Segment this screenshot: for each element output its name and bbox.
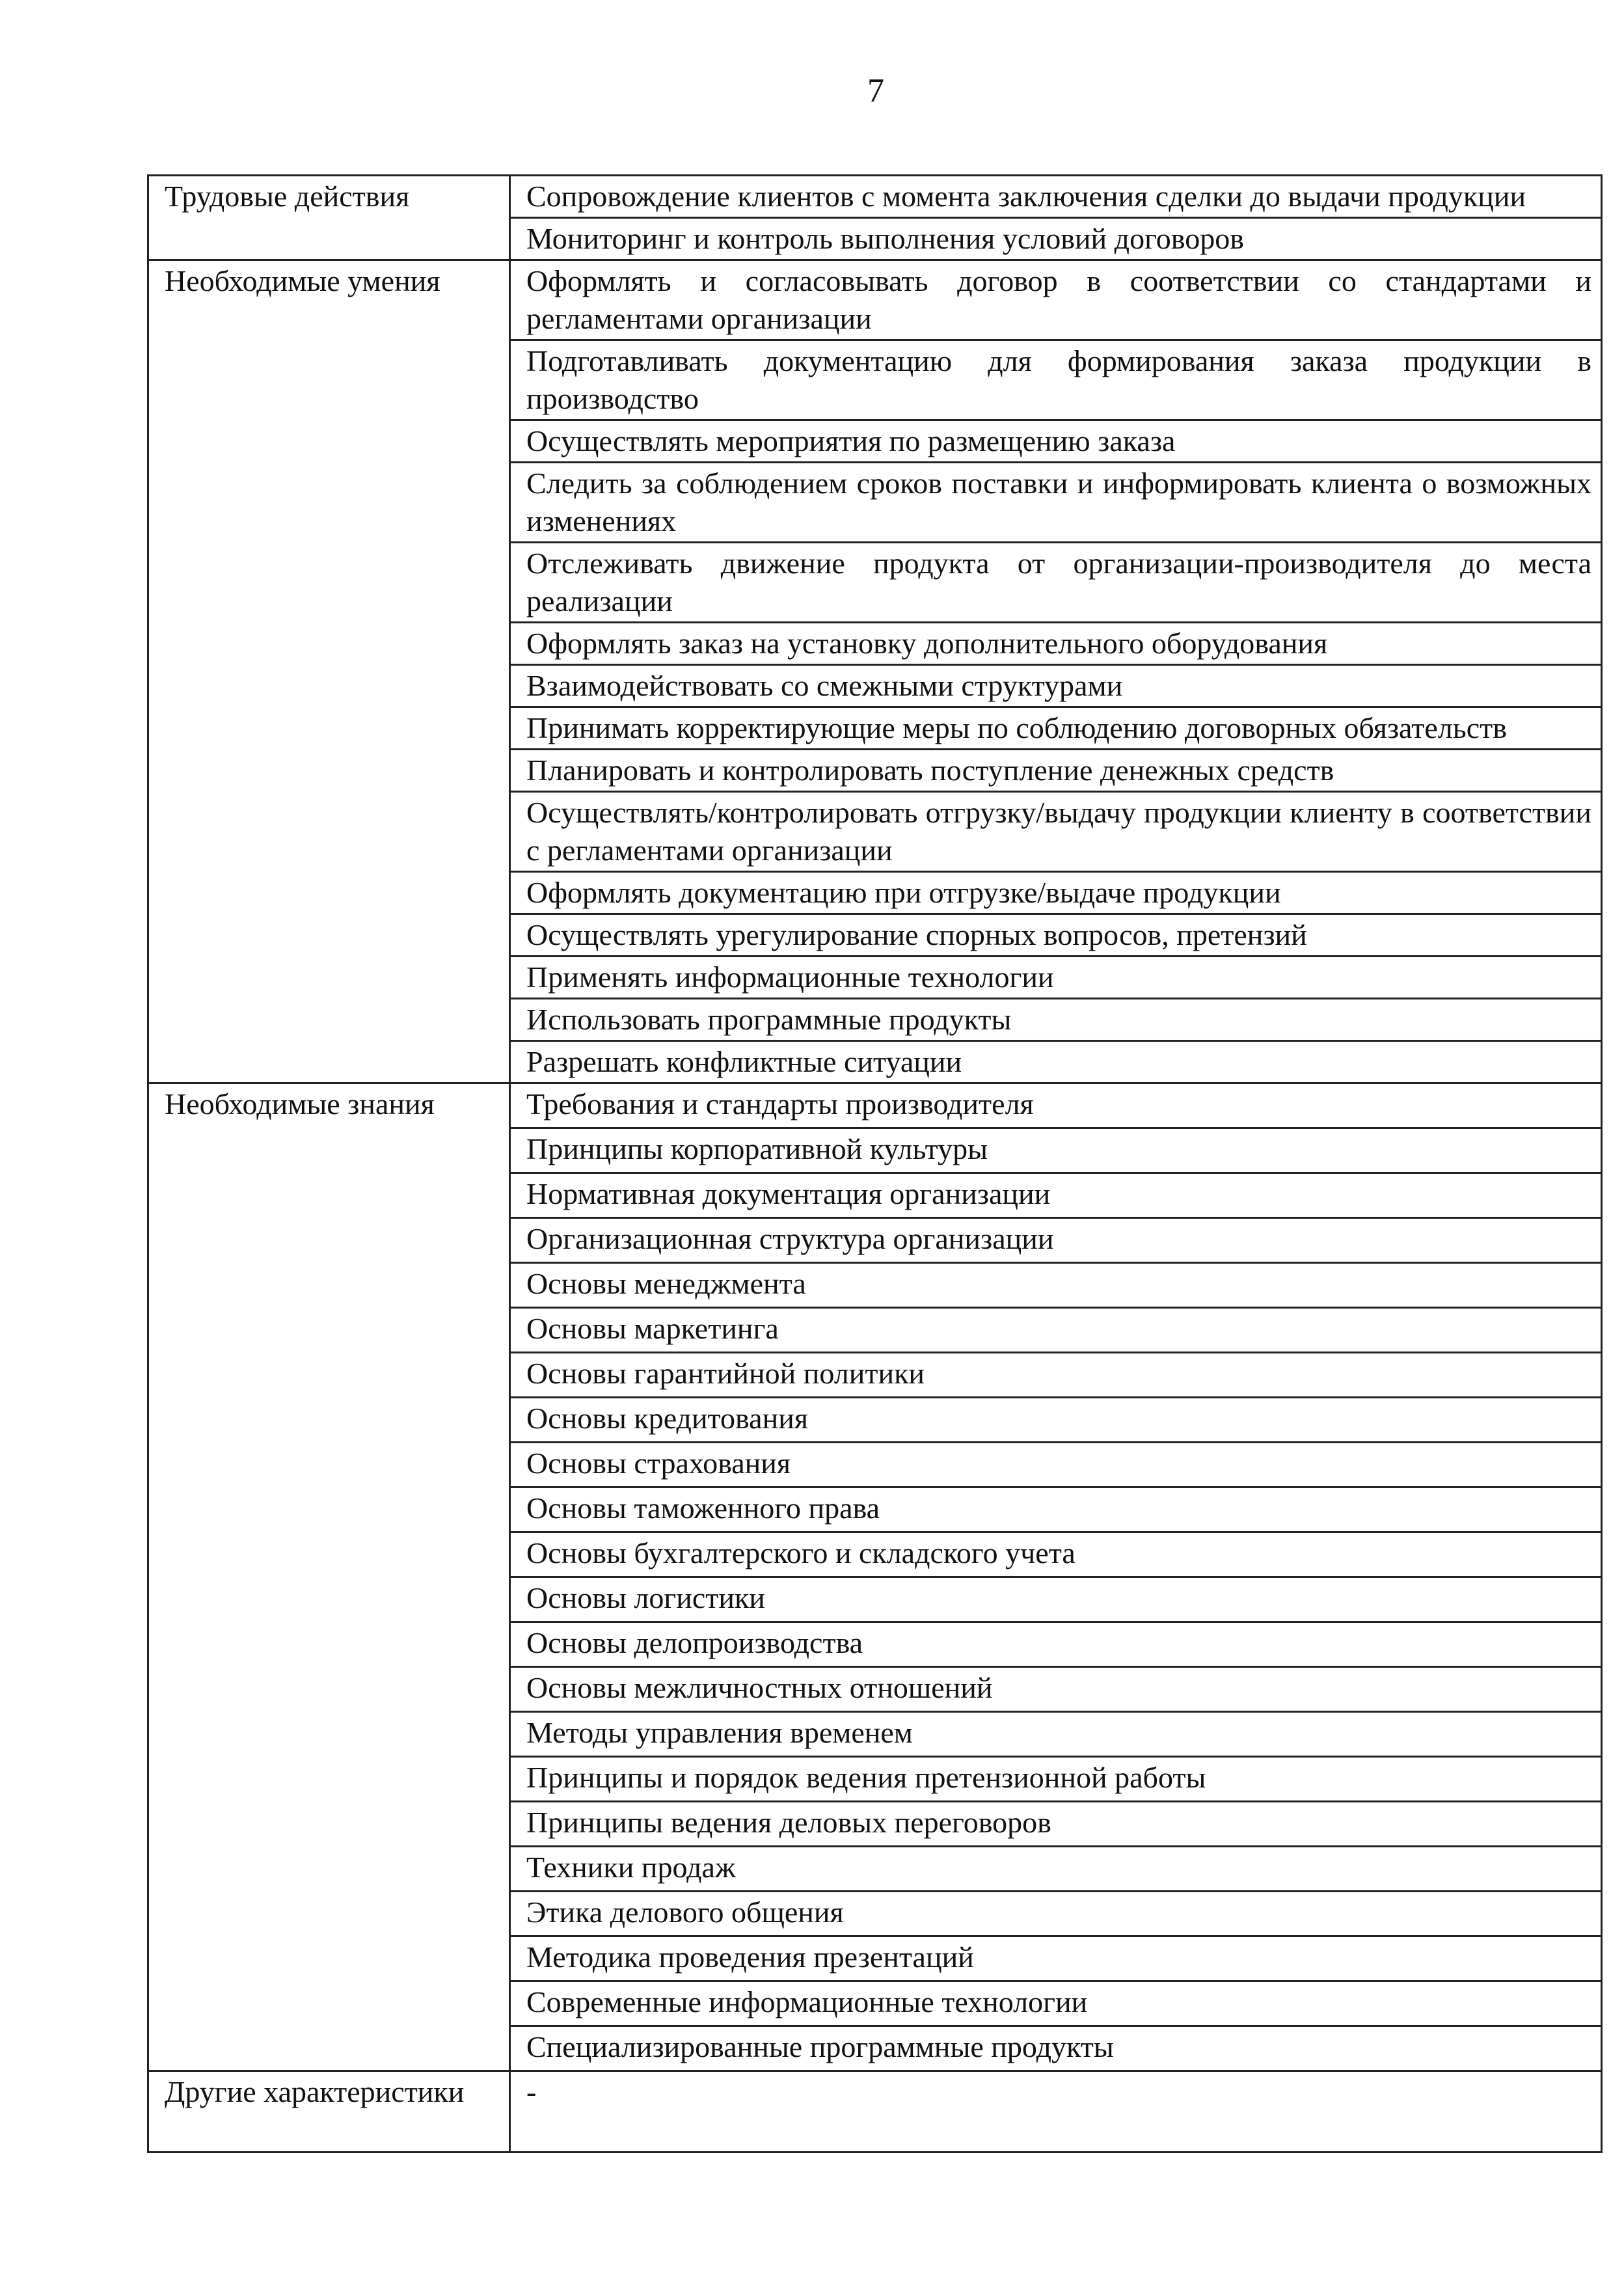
table-cell: Основы маркетинга [510,1308,1602,1353]
table-cell: Требования и стандарты производителя [510,1083,1602,1128]
table-cell: Оформлять документацию при отгрузке/выдаче продукции [510,872,1602,914]
table-cell: Использовать программные продукты [510,999,1602,1041]
page-number: 7 [867,72,884,109]
table-cell: Техники продаж [510,1847,1602,1892]
table-cell: Осуществлять/контролировать отгрузку/выдачу продукции клиенту в соответствии с регламентами организации [510,792,1602,872]
table-cell: Основы менеджмента [510,1263,1602,1308]
table-cell: Разрешать конфликтные ситуации [510,1041,1602,1083]
table-cell: Отслеживать движение продукта от организации-производителя до места реализации [510,543,1602,623]
table-cell: Осуществлять урегулирование спорных вопросов, претензий [510,914,1602,957]
table-cell: Основы страхования [510,1443,1602,1487]
table-cell: Применять информационные технологии [510,957,1602,999]
table-cell: Специализированные программные продукты [510,2026,1602,2071]
table-cell: Нормативная документация организации [510,1173,1602,1218]
table-cell: Организационная структура организации [510,1218,1602,1263]
table-cell: Следить за соблюдением сроков поставки и информировать клиента о возможных изменениях [510,463,1602,543]
table-cell: Основы гарантийной политики [510,1353,1602,1398]
table-cell: Основы логистики [510,1577,1602,1622]
table-cell: Основы делопроизводства [510,1622,1602,1667]
row-label-other-characteristics: Другие характеристики [148,2071,510,2153]
table-cell: Современные информационные технологии [510,1981,1602,2026]
table-cell: Основы кредитования [510,1398,1602,1443]
table-cell: Принципы и порядок ведения претензионной работы [510,1757,1602,1802]
table-cell: Планировать и контролировать поступление денежных средств [510,750,1602,792]
table-row [148,2071,1602,2153]
table-cell: Этика делового общения [510,1892,1602,1936]
row-label-required-skills: Необходимые умения [148,260,510,1083]
table-cell: Принимать корректирующие меры по соблюдению договорных обязательств [510,707,1602,750]
table-cell: Основы таможенного права [510,1487,1602,1532]
table-row [148,176,1602,218]
table-cell: Оформлять и согласовывать договор в соответствии со стандартами и регламентами организации [510,260,1602,340]
row-label-labor-actions: Трудовые действия [148,176,510,260]
table-row [148,260,1602,340]
table-cell: Методика проведения презентаций [510,1936,1602,1981]
table-cell: - [510,2071,1602,2153]
table-cell: Подготавливать документацию для формирования заказа продукции в производство [510,340,1602,420]
table-cell: Основы межличностных отношений [510,1667,1602,1712]
table-cell: Сопровождение клиентов с момента заключения сделки до выдачи продукции [510,176,1602,218]
table-cell: Мониторинг и контроль выполнения условий договоров [510,218,1602,260]
competency-table [147,174,1603,2153]
table-cell: Методы управления временем [510,1712,1602,1757]
table-cell: Оформлять заказ на установку дополнительного оборудования [510,623,1602,665]
table-cell: Принципы ведения деловых переговоров [510,1802,1602,1847]
table-cell: Осуществлять мероприятия по размещению заказа [510,420,1602,463]
table-cell: Принципы корпоративной культуры [510,1128,1602,1173]
row-label-required-knowledge: Необходимые знания [148,1083,510,2071]
table-cell: Взаимодействовать со смежными структурами [510,665,1602,707]
table-row [148,1083,1602,1128]
table-cell: Основы бухгалтерского и складского учета [510,1532,1602,1577]
